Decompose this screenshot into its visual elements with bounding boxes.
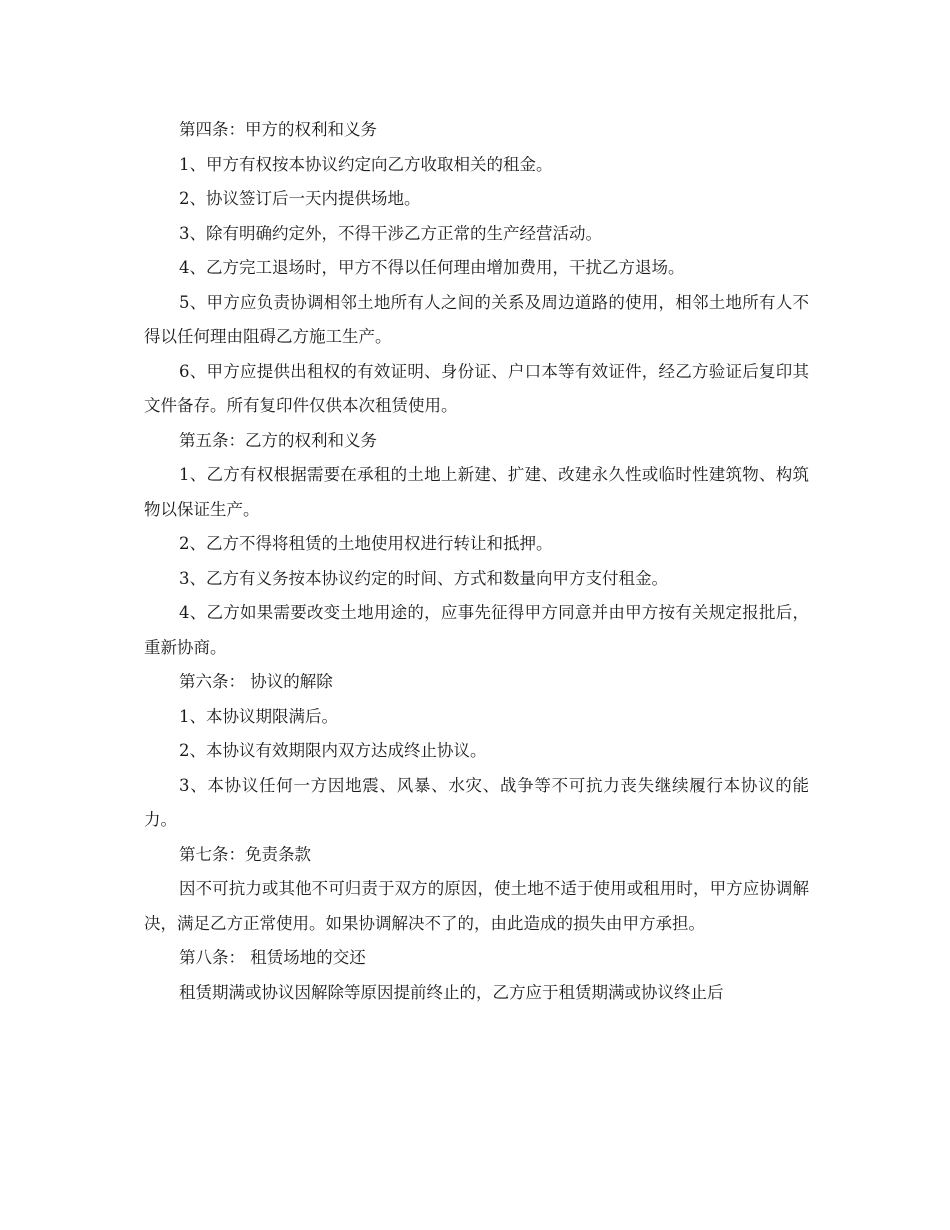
article-5-clause-2: 2、乙方不得将租赁的土地使用权进行转让和抵押。: [179, 534, 553, 553]
document-page: [144, 113, 809, 1010]
article-5-clause-4: 4、乙方如果需要改变土地用途的，应事先征得甲方同意并由甲方按有关规定报批后，重新协商。: [144, 603, 809, 657]
article-4-heading: 第四条：甲方的权利和义务: [179, 120, 377, 139]
article-4-clause-4: 4、乙方完工退场时，甲方不得以任何理由增加费用，干扰乙方退场。: [179, 258, 685, 277]
article-4-clause-5: 5、甲方应负责协调相邻土地所有人之间的关系及周边道路的使用，相邻土地所有人不得以任何理由阻碍乙方施工生产。: [144, 292, 809, 346]
article-4-clause-3: 3、除有明确约定外，不得干涉乙方正常的生产经营活动。: [179, 223, 602, 243]
article-4-clause-6: 6、甲方应提供出租权的有效证明、身份证、户口本等有效证件，经乙方验证后复印其文件备存。所有复印件仅供本次租赁使用。: [144, 361, 809, 415]
article-5-clause-3: 3、乙方有义务按本协议约定的时间、方式和数量向甲方支付租金。: [179, 568, 668, 588]
article-7-heading: 第七条：免责条款: [179, 844, 311, 864]
article-6-clause-3: 3、本协议任何一方因地震、风暴、水灾、战争等不可抗力丧失继续履行本协议的能力。: [144, 775, 809, 829]
article-8-body: 租赁期满或协议因解除等原因提前终止的，乙方应于租赁期满或协议终止后: [179, 982, 724, 1002]
article-6-heading: 第六条： 协议的解除: [179, 672, 333, 691]
article-6-clause-1: 1、本协议期限满后。: [179, 706, 338, 726]
article-4-clause-1: 1、甲方有权按本协议约定向乙方收取相关的租金。: [179, 154, 553, 174]
article-5-heading: 第五条：乙方的权利和义务: [179, 430, 377, 450]
article-5-clause-1: 1、乙方有权根据需要在承租的土地上新建、扩建、改建永久性或临时性建筑物、构筑物以保证生产。: [144, 465, 809, 519]
article-8-heading: 第八条： 租赁场地的交还: [179, 948, 366, 967]
article-6-clause-2: 2、本协议有效期限内双方达成终止协议。: [179, 741, 487, 760]
article-7-body: 因不可抗力或其他不可归责于双方的原因，使土地不适于使用或租用时，甲方应协调解决，满足乙方正常使用。如果协调解决不了的，由此造成的损失由甲方承担。: [144, 879, 809, 933]
article-4-clause-2: 2、协议签订后一天内提供场地。: [179, 189, 421, 208]
